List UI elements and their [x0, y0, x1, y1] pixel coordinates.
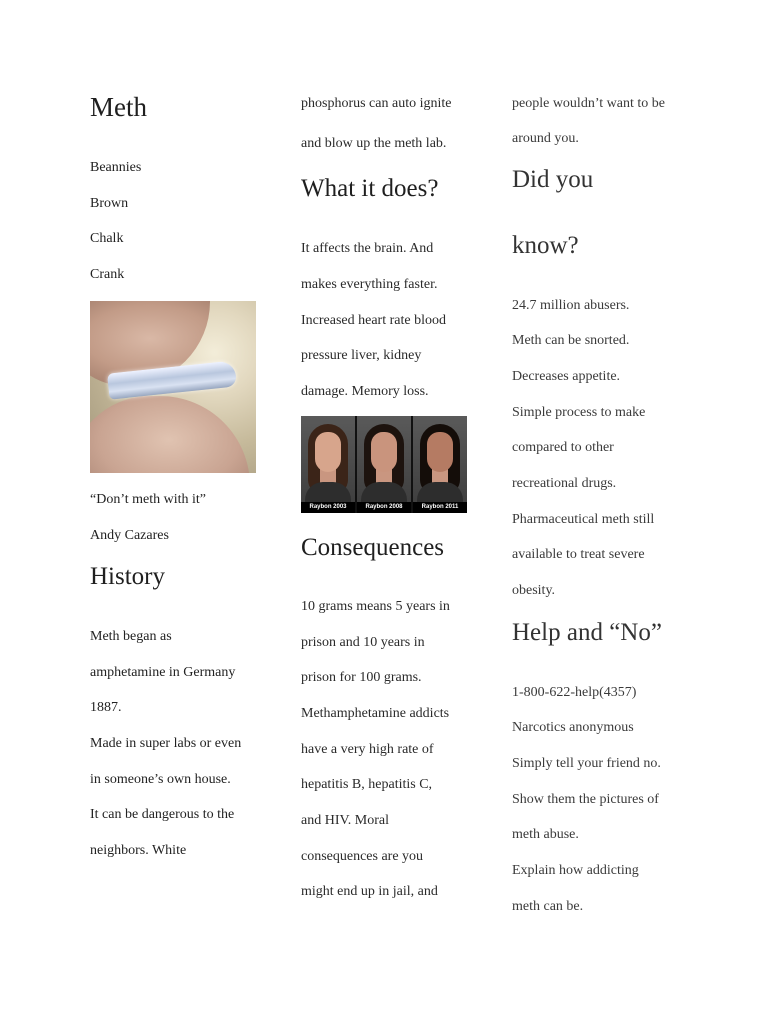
page-title: Meth	[90, 92, 147, 122]
mugshot-caption: Raybon 2003	[301, 502, 355, 513]
history-line: Meth began as	[90, 629, 172, 644]
help-line: 1-800-622-help(4357)	[512, 685, 637, 700]
consequence-line: consequences are you	[301, 849, 424, 864]
history-heading: History	[90, 563, 165, 590]
did-you-know-heading: know?	[512, 232, 579, 259]
quote: “Don’t meth with it”	[90, 492, 206, 507]
fact-line: recreational drugs.	[512, 476, 617, 491]
intro-line: around you.	[512, 131, 579, 146]
fact-line: Meth can be snorted.	[512, 333, 630, 348]
effect-line: damage. Memory loss.	[301, 384, 429, 399]
consequence-line: prison for 100 grams.	[301, 670, 422, 685]
help-line: Explain how addicting	[512, 863, 639, 878]
street-name: Chalk	[90, 231, 124, 246]
intro-line: and blow up the meth lab.	[301, 136, 447, 151]
mugshot-caption: Raybon 2008	[357, 502, 411, 513]
help-line: Simply tell your friend no.	[512, 756, 661, 771]
intro-line: phosphorus can auto ignite	[301, 96, 452, 111]
fact-line: obesity.	[512, 583, 556, 598]
effect-line: pressure liver, kidney	[301, 348, 422, 363]
crystal-photo	[90, 301, 256, 473]
history-line: 1887.	[90, 700, 122, 715]
fact-line: 24.7 million abusers.	[512, 298, 630, 313]
history-line: It can be dangerous to the	[90, 807, 235, 822]
mugshot	[301, 416, 355, 513]
finger-shape	[90, 396, 250, 473]
help-line: meth can be.	[512, 899, 584, 914]
street-name: Beannies	[90, 160, 142, 175]
fact-line: available to treat severe	[512, 547, 645, 562]
history-line: amphetamine in Germany	[90, 665, 236, 680]
consequence-line: prison and 10 years in	[301, 635, 425, 650]
consequence-line: have a very high rate of	[301, 742, 434, 757]
fact-line: Decreases appetite.	[512, 369, 621, 384]
history-line: Made in super labs or even	[90, 736, 242, 751]
effect-line: makes everything faster.	[301, 277, 438, 292]
did-you-know-heading: Did you	[512, 166, 594, 193]
effect-line: It affects the brain. And	[301, 241, 434, 256]
history-line: in someone’s own house.	[90, 772, 231, 787]
consequence-line: might end up in jail, and	[301, 884, 438, 899]
consequence-line: and HIV. Moral	[301, 813, 390, 828]
history-line: neighbors. White	[90, 843, 187, 858]
fact-line: compared to other	[512, 440, 614, 455]
mugshot-caption: Raybon 2011	[413, 502, 467, 513]
street-name: Brown	[90, 196, 129, 211]
author: Andy Cazares	[90, 528, 169, 543]
help-line: Show them the pictures of	[512, 792, 659, 807]
mugshot-strip	[301, 416, 467, 513]
consequence-line: 10 grams means 5 years in	[301, 599, 450, 614]
street-name: Crank	[90, 267, 125, 282]
help-line: meth abuse.	[512, 827, 579, 842]
help-line: Narcotics anonymous	[512, 720, 634, 735]
consequence-line: hepatitis B, hepatitis C,	[301, 777, 433, 792]
intro-line: people wouldn’t want to be	[512, 96, 665, 111]
effect-line: Increased heart rate blood	[301, 313, 446, 328]
help-heading: Help and “No”	[512, 619, 662, 646]
consequences-heading: Consequences	[301, 534, 445, 561]
mugshot	[357, 416, 411, 513]
mugshot	[413, 416, 467, 513]
fact-line: Pharmaceutical meth still	[512, 512, 655, 527]
what-it-does-heading: What it does?	[301, 175, 439, 202]
consequence-line: Methamphetamine addicts	[301, 706, 450, 721]
fact-line: Simple process to make	[512, 405, 646, 420]
